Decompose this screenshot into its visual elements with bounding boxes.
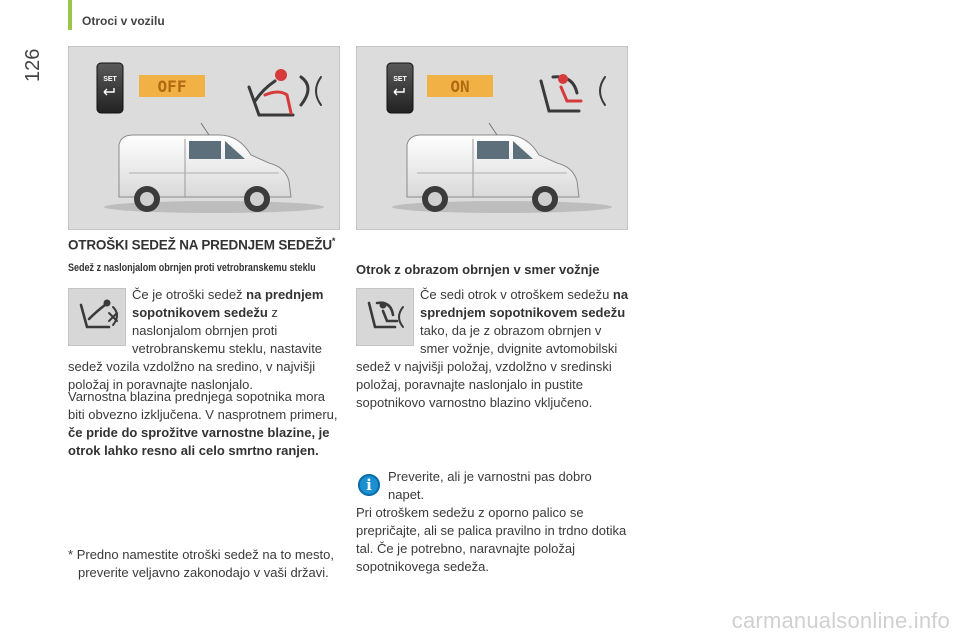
footnote-star: *: [68, 547, 74, 562]
main-heading-text: OTROŠKI SEDEŽ NA PREDNJEM SEDEŽU: [68, 237, 332, 253]
airbag-status-display: [427, 75, 493, 97]
info-note-support-leg: Pri otroškem sedežu z oporno palico se prepričajte, ali se palica pravilno in trdno dotika tal. Če je potrebno, naravnajte položaj sopotnikovega sedeža.: [356, 505, 627, 574]
footnote-text: Predno namestite otroški sedež na to mesto, preverite veljavno zakonodajo v vaši državi.: [76, 547, 334, 580]
set-button-label: SET: [393, 76, 407, 83]
rear-facing-paragraph: Če je otroški sedež na prednjem sopotnikovem sedežu z naslonjalom obrnjen proti vetrobranskemu steklu, nastavite sedež vozila vzdolžno na sredino, v najvišji položaj in poravnajte naslonjalo.: [68, 287, 324, 392]
forward-facing-paragraph: Če sedi otrok v otroškem sedežu na sprednjem sopotnikovem sedežu tako, da je z obrazom obrnjen v smer vožnje, dvignite avtomobilski sedež v najvišji položaj, vzdolžno v sredinski položaj, poravnajte naslonjalo in pustite sopotnikovo varnostno blazino vključeno.: [356, 287, 629, 410]
illustration-panel-on: [356, 46, 628, 230]
forward-facing-heading: Otrok z obrazom obrnjen v smer vožnje: [356, 262, 600, 277]
info-icon-glyph: i: [366, 476, 372, 494]
rear-facing-emphasis: na prednjem sopotnikovem sedežu: [132, 287, 324, 320]
child-seat-airbag-icon: [249, 69, 321, 115]
section-accent-bar: [68, 0, 72, 30]
illustration-panel-off: [68, 46, 340, 230]
watermark: carmanualsonline.info: [731, 608, 950, 633]
airbag-on-illustration: [357, 47, 627, 229]
footnote: [68, 546, 338, 582]
van-illustration: [104, 123, 324, 213]
airbag-status-text: OFF: [157, 77, 187, 96]
airbag-off-illustration: [69, 47, 339, 229]
main-heading-star: *: [331, 236, 336, 246]
set-button-icon: [387, 63, 413, 113]
set-button-icon: [97, 63, 123, 113]
info-icon: [358, 474, 380, 496]
info-note-belt: Preverite, ali je varnostni pas dobro napet.: [388, 469, 592, 502]
forward-facing-emphasis: na sprednjem sopotnikovem sedežu: [420, 287, 629, 320]
page-number: 126: [22, 48, 44, 82]
van-illustration: [392, 123, 612, 213]
airbag-warning-emphasis: če pride do sprožitve varnostne blazine, je otrok lahko resno ali celo smrtno ranjen.: [68, 425, 330, 458]
airbag-status-text: ON: [450, 77, 470, 96]
airbag-warning-paragraph: Varnostna blazina prednjega sopotnika mora biti obvezno izključena. V nasprotnem primeru, če pride do sprožitve varnostne blazine, je otrok lahko resno ali celo smrtno ranjen.: [68, 389, 338, 458]
set-button-label: SET: [103, 76, 117, 83]
section-title: Otroci v vozilu: [82, 14, 165, 28]
airbag-status-display: [139, 75, 205, 97]
forward-child-seat-icon: [541, 74, 605, 111]
main-heading: [68, 236, 348, 253]
sub-heading: Sedež z naslonjalom obrnjen proti vetrobranskemu steklu: [68, 262, 316, 274]
